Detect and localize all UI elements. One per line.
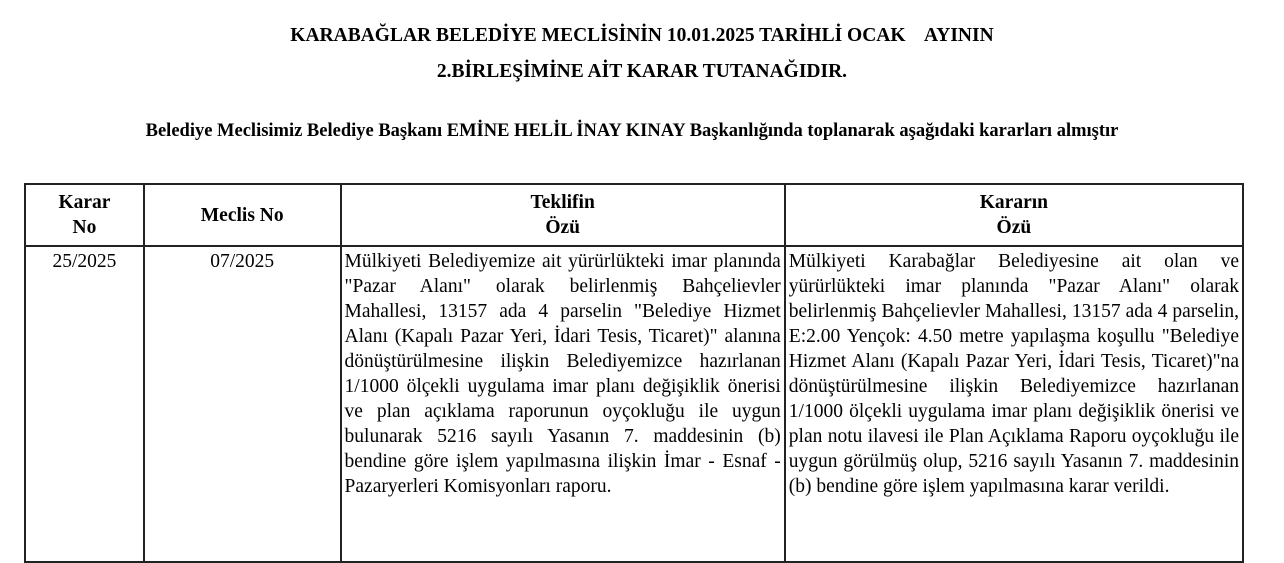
meclis-no-cell: 07/2025 — [144, 246, 341, 562]
document-subtitle: Belediye Meclisimiz Belediye Başkanı EMİNE HELİL İNAY KINAY Başkanlığında toplanarak aşağıdaki kararları almıştır — [145, 121, 1119, 141]
header-karar-ozu — [785, 184, 1243, 246]
header-line: Teklifin — [530, 192, 595, 213]
header-line: Özü — [996, 217, 1032, 238]
table-header-row — [25, 184, 1243, 246]
header-teklif-ozu — [341, 184, 785, 246]
header-line: No — [72, 217, 97, 238]
karar-ozu-cell: Mülkiyeti Karabağlar Belediyesine ait olan ve yürürlükteki imar planında "Pazar Alanı" olarak belirlenmiş Bahçelievler Mahallesi, 13157 ada 4 parselin, E:2.00 Yençok: 4.50 metre yapılaşma koşullu "Belediye Hizmet Alanı (Kapalı Pazar Yeri, İdari Tesis, Ticaret)"na dönüştürülmesine ilişkin Belediyemizce hazırlanan 1/1000 ölçekli uygulama imar planı değişiklik önerisi ve plan notu ilavesi ile Plan Açıklama Raporu oyçokluğu ile uygun görülmüş olup, 5216 sayılı Yasanın 7. maddesinin (b) bendine göre işlem yapılmasına karar verildi. — [785, 246, 1243, 562]
document-title-line-2: 2.BİRLEŞİMİNE AİT KARAR TUTANAĞIDIR. — [436, 61, 848, 82]
header-meclis-no — [144, 184, 341, 246]
table-row — [25, 246, 1243, 562]
karar-no-cell: 25/2025 — [25, 246, 144, 562]
decision-table — [24, 183, 1244, 563]
teklif-ozu-cell: Mülkiyeti Belediyemize ait yürürlükteki imar planında "Pazar Alanı" olarak belirlenmiş Bahçelievler Mahallesi, 13157 ada 4 parselin "Belediye Hizmet Alanı (Kapalı Pazar Yeri, İdari Tesis, Ticaret)" alanına dönüştürülmesine ilişkin Belediyemizce hazırlanan 1/1000 ölçekli uygulama imar planı değişiklik önerisi ve plan açıklama raporunun oyçokluğu ile uygun bulunarak 5216 sayılı Yasanın 7. maddesinin (b) bendine göre işlem yapılmasına ilişkin İmar - Esnaf - Pazaryerleri Komisyonları raporu. — [341, 246, 785, 562]
header-line: Özü — [545, 217, 580, 238]
header-line: Kararın — [979, 192, 1049, 213]
header-karar-no — [25, 184, 144, 246]
header-line: Meclis No — [200, 204, 284, 226]
header-line: Karar — [58, 192, 111, 213]
document-title-line-1: KARABAĞLAR BELEDİYE MECLİSİNİN 10.01.2025 TARİHLİ OCAK AYININ — [290, 25, 994, 46]
